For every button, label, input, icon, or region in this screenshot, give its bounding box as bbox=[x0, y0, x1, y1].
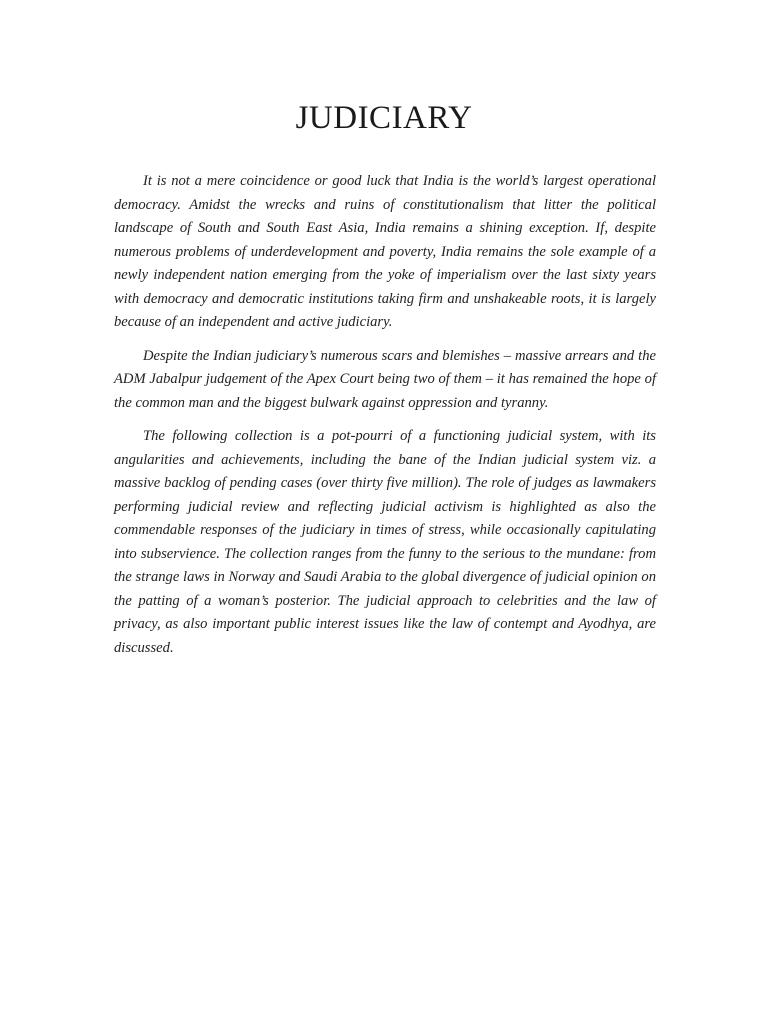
body-text bbox=[114, 170, 656, 670]
paragraph-1: It is not a mere coincidence or good luck that India is the world’s largest operational democracy. Amidst the wrecks and ruins of constitutionalism that litter the political landscape of South and South East Asia, India remains a shining exception. If, despite numerous problems of underdevelopment and poverty, India remains the sole example of a newly independent nation emerging from the yoke of imperialism over the last sixty years with democracy and democratic institutions taking firm and unshakeable roots, it is largely because of an independent and active judiciary. bbox=[114, 173, 656, 330]
paragraph-3: The following collection is a pot-pourri of a functioning judicial system, with its angularities and achievements, including the bane of the Indian judicial system viz. a massive backlog of pending cases (over thirty five million). The role of judges as lawmakers performing judicial review and reflecting judicial activism is highlighted as also the commendable responses of the judiciary in times of stress, while occasionally capitulating into subservience. The collection ranges from the funny to the serious to the mundane: from the strange laws in Norway and Saudi Arabia to the global divergence of judicial opinion on the patting of a woman’s posterior. The judicial approach to celebrities and the law of privacy, as also important public interest issues like the law of contempt and Ayodhya, are discussed. bbox=[114, 428, 656, 656]
paragraph-2: Despite the Indian judiciary’s numerous scars and blemishes – massive arrears and the ADM Jabalpur judgement of the Apex Court being two of them – it has remained the hope of the common man and the biggest bulwark against oppression and tyranny. bbox=[114, 347, 656, 411]
page-title: JUDICIARY bbox=[295, 100, 473, 136]
